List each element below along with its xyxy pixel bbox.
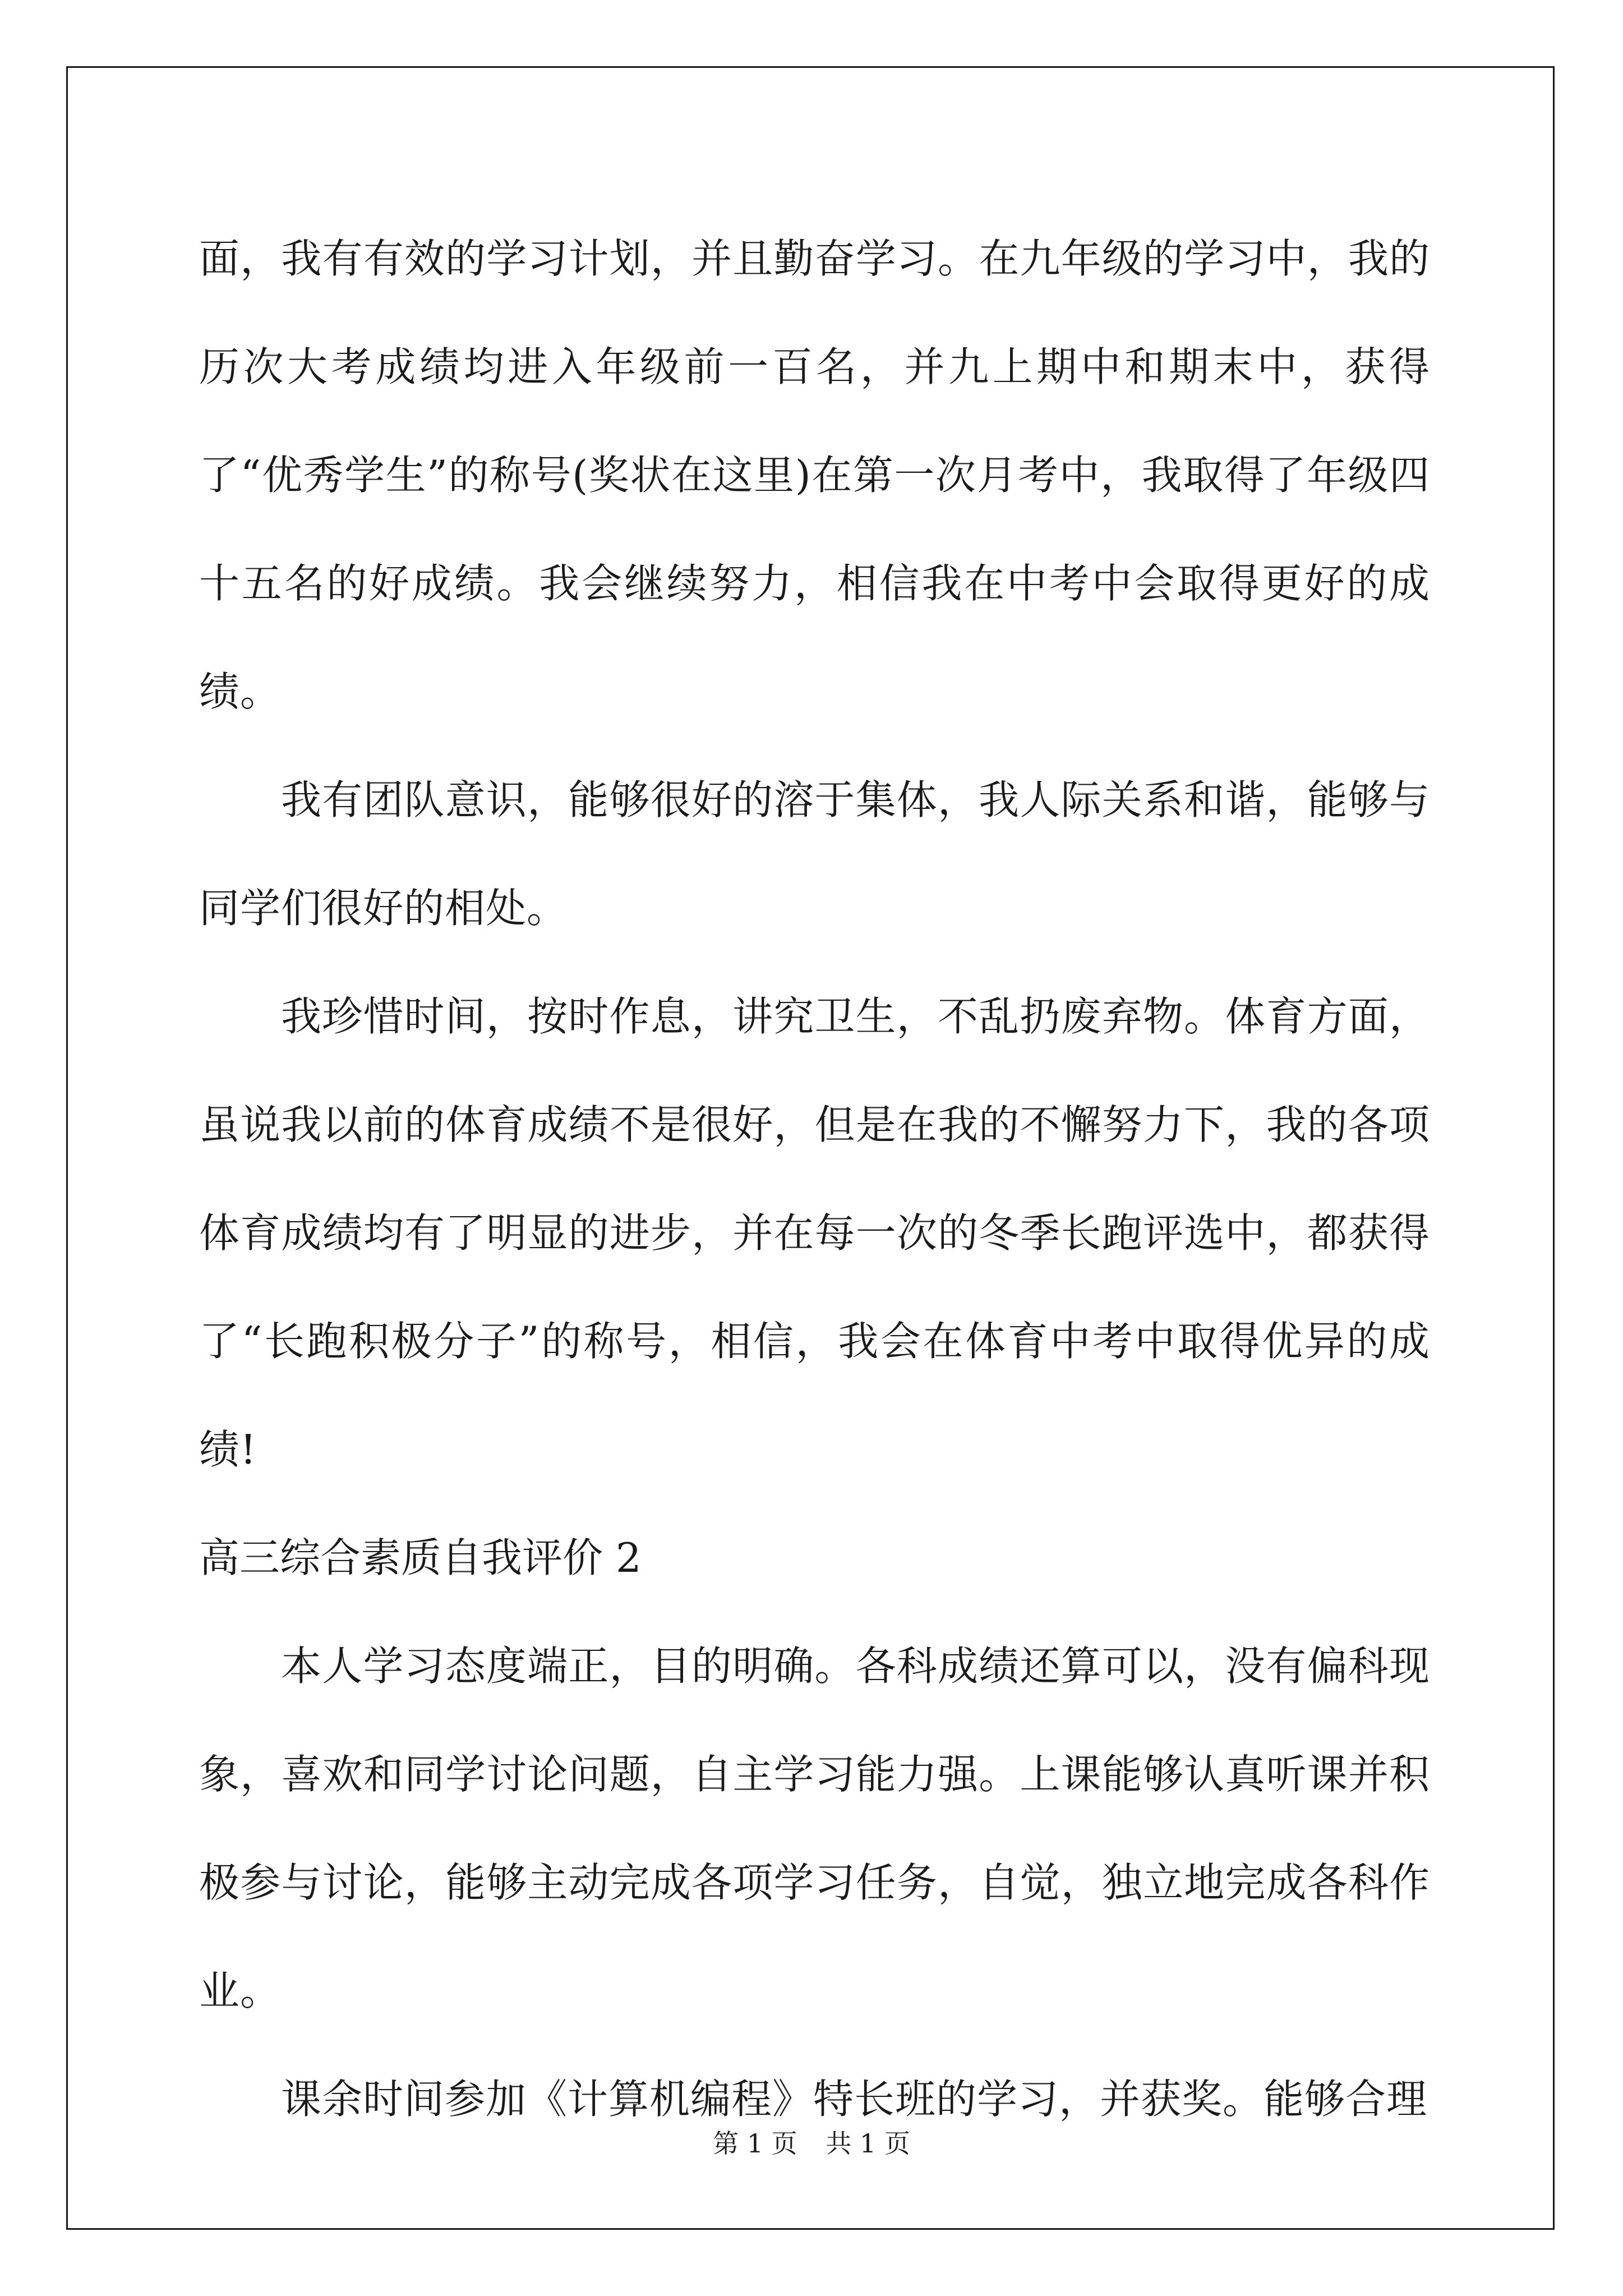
paragraph-2: 我有团队意识，能够很好的溶于集体，我人际关系和谐，能够与同学们很好的相处。 [199,776,1430,932]
paragraph-3: 我珍惜时间，按时作息，讲究卫生，不乱扔废弃物。体育方面，虽说我以前的体育成绩不是很好，但是在我的不懈努力下，我的各项体育成绩均有了明显的进步，并在每一次的冬季长跑评选中，都获得了“长跑积极分子”的称号，相信，我会在体育中考中取得优异的成绩! [199,993,1430,1473]
page-number-total: 共 1 页 [826,2128,910,2159]
paragraph-1: 面，我有有效的学习计划，并且勤奋学习。在九年级的学习中，我的历次大考成绩均进入年级前一百名，并九上期中和期末中，获得了“优秀学生”的称号(奖状在这里)在第一次月考中，我取得了年级四十五名的好成绩。我会继续努力，相信我在中考中会取得更好的成绩。 [199,235,1430,715]
paragraph-5: 课余时间参加《计算机编程》特长班的学习，并获奖。能够合理 [281,2076,1428,2123]
section-heading: 高三综合素质自我评价 2 [199,1534,642,1581]
page-number-current: 第 1 页 [713,2128,797,2159]
page-footer [0,2123,1623,2160]
document-body [199,205,1430,2154]
paragraph-4: 本人学习态度端正，目的明确。各科成绩还算可以，没有偏科现象，喜欢和同学讨论问题，自主学习能力强。上课能够认真听课并积极参与讨论，能够主动完成各项学习任务，自觉，独立地完成各科作业。 [199,1642,1430,2014]
